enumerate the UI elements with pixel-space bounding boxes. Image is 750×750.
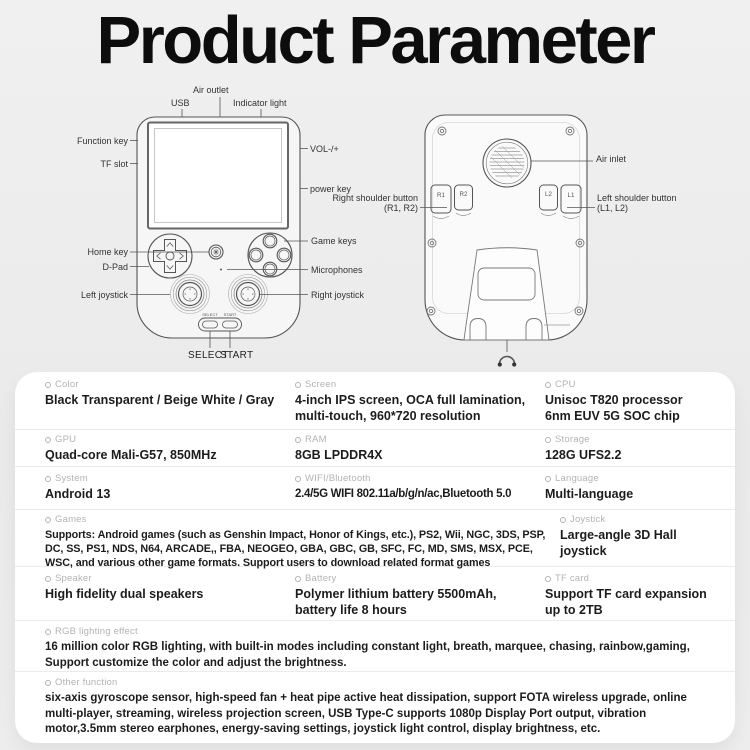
start-small-label: START xyxy=(223,312,237,317)
spec-value: Supports: Android games (such as Genshin Impact, Honor of Kings, etc.), PS2, Wii, NGC, 3DS, PSP, DC, SS, PS1, NDS, N64, ARCADE,, FBA, NEOGEO, GBA, GBC, GB, SFC, FC, MD, SMS, MSX, PCE, WSC, and various other game formats. Support users to download related format games xyxy=(45,529,546,570)
spec-row-games-joystick xyxy=(15,510,735,570)
spec-value: 2.4/5G WIFI 802.11a/b/g/n/ac,Bluetooth 5.0 xyxy=(295,488,512,500)
bullet-circle-icon xyxy=(45,576,51,582)
spec-cell-wifi-bluetooth xyxy=(295,473,545,509)
spec-row-speaker-battery-tfcard xyxy=(15,567,735,621)
spec-value: Support TF card expansion up to 2TB xyxy=(545,587,707,617)
r2-label: R2 xyxy=(459,191,468,198)
spec-row-gpu-ram-storage xyxy=(15,430,735,467)
bullet-circle-icon xyxy=(545,576,551,582)
spec-label: WIFI/Bluetooth xyxy=(295,473,541,484)
spec-cell-system xyxy=(45,473,295,509)
spec-row-system-wifi-language xyxy=(15,467,735,510)
bullet-circle-icon xyxy=(295,382,301,388)
spec-cell-other-function xyxy=(45,677,721,743)
bullet-circle-icon xyxy=(45,629,51,635)
spec-cell-color xyxy=(45,379,295,429)
spec-label: Storage xyxy=(545,434,707,445)
label-usb: USB xyxy=(171,98,190,108)
bullet-circle-icon xyxy=(295,576,301,582)
spec-value: Polymer lithium battery 5500mAh, battery life 8 hours xyxy=(295,587,497,617)
spec-value: six-axis gyroscope sensor, high-speed fan + heat pipe active heat dissipation, support FOTA wireless upgrade, online multi-player, streaming, wireless projection screen, USB Type-C supports 1080p Display Port output, vibration motor,3.5mm stereo earphones, energy-saving settings, joystick light control, display brightness, etc. xyxy=(45,692,687,736)
bullet-circle-icon xyxy=(295,476,301,482)
spec-value: 4-inch IPS screen, OCA full lamination, multi-touch, 960*720 resolution xyxy=(295,393,526,423)
spec-value: 128G UFS2.2 xyxy=(545,448,622,462)
spec-row-color-screen-cpu xyxy=(15,372,735,430)
spec-label: RGB lighting effect xyxy=(45,626,701,637)
spec-label: RAM xyxy=(295,434,531,445)
spec-cell-cpu xyxy=(545,379,721,429)
label-vol: VOL-/+ xyxy=(310,144,339,154)
spec-label: Color xyxy=(45,379,281,390)
label-select: SELECT xyxy=(188,350,229,361)
spec-card xyxy=(15,372,735,743)
device-diagrams xyxy=(0,80,750,375)
spec-value: Quad-core Mali-G57, 850MHz xyxy=(45,448,217,462)
bullet-circle-icon xyxy=(45,382,51,388)
spec-label: Battery xyxy=(295,573,531,584)
l1-label: L1 xyxy=(567,192,575,199)
back-device-diagram xyxy=(420,115,595,367)
label-power-key: power key xyxy=(310,184,352,194)
spec-value: 8GB LPDDR4X xyxy=(295,448,383,462)
spec-cell-tf-card xyxy=(545,573,721,620)
spec-cell-rgb-lighting xyxy=(45,626,721,671)
label-air-outlet: Air outlet xyxy=(193,85,229,95)
bullet-circle-icon xyxy=(45,680,51,686)
label-d-pad: D-Pad xyxy=(102,262,128,272)
r1-label: R1 xyxy=(437,192,445,199)
spec-label: CPU xyxy=(545,379,707,390)
spec-value: Unisoc T820 processor 6nm EUV 5G SOC chip xyxy=(545,393,683,423)
microphone-hole xyxy=(220,269,222,271)
spec-cell-language xyxy=(545,473,721,509)
label-microphones: Microphones xyxy=(311,265,363,275)
bullet-circle-icon xyxy=(545,437,551,443)
label-left-shoulder: Left shoulder button (L1, L2) xyxy=(597,193,677,214)
select-small-label: SELECT xyxy=(202,312,218,317)
front-device-diagram xyxy=(130,97,308,348)
label-game-keys: Game keys xyxy=(311,236,357,246)
spec-value: 16 million color RGB lighting, with built-in modes including constant light, breath, marquee, chasing, rainbow,gaming, Support customize the color and adjust the brightness. xyxy=(45,641,690,669)
page-title: Product Parameter xyxy=(96,3,654,78)
bullet-circle-icon xyxy=(295,437,301,443)
bullet-circle-icon xyxy=(45,437,51,443)
spec-label: Speaker xyxy=(45,573,281,584)
spec-cell-screen xyxy=(295,379,545,429)
bullet-circle-icon xyxy=(45,476,51,482)
spec-value: Android 13 xyxy=(45,487,111,501)
headphone-icon xyxy=(498,340,517,367)
label-function-key: Function key xyxy=(76,136,128,146)
spec-label: Joystick xyxy=(560,514,707,525)
spec-label: GPU xyxy=(45,434,281,445)
label-start: START xyxy=(220,350,254,361)
bullet-circle-icon xyxy=(545,382,551,388)
spec-value: Black Transparent / Beige White / Gray xyxy=(45,393,275,407)
home-button xyxy=(209,245,223,259)
front-screen xyxy=(148,123,288,229)
label-right-joystick: Right joystick xyxy=(311,290,365,300)
label-right-shoulder: Right shoulder button (R1, R2) xyxy=(332,193,418,214)
bullet-circle-icon xyxy=(45,517,51,523)
spec-cell-battery xyxy=(295,573,545,620)
spec-cell-speaker xyxy=(45,573,295,620)
label-left-joystick: Left joystick xyxy=(80,290,128,300)
bullet-circle-icon xyxy=(560,517,566,523)
spec-value: High fidelity dual speakers xyxy=(45,587,204,601)
bullet-circle-icon xyxy=(545,476,551,482)
spec-label: Games xyxy=(45,514,546,525)
spec-label: Language xyxy=(545,473,707,484)
spec-label: Screen xyxy=(295,379,531,390)
spec-label: TF card xyxy=(545,573,707,584)
spec-cell-ram xyxy=(295,434,545,466)
spec-row-rgb-lighting xyxy=(15,621,735,672)
spec-cell-joystick xyxy=(560,514,721,570)
spec-label: System xyxy=(45,473,281,484)
device-line-art xyxy=(0,80,750,375)
spec-cell-games xyxy=(45,514,560,570)
spec-cell-storage xyxy=(545,434,721,466)
spec-value: Large-angle 3D Hall joystick xyxy=(560,528,677,558)
label-air-inlet: Air inlet xyxy=(596,154,627,164)
spec-label: Other function xyxy=(45,677,701,688)
spec-value: Multi-language xyxy=(545,487,634,501)
label-tf-slot: TF slot xyxy=(100,159,128,169)
spec-row-other-function xyxy=(15,672,735,743)
l2-label: L2 xyxy=(545,191,552,198)
spec-cell-gpu xyxy=(45,434,295,466)
label-indicator-light: Indicator light xyxy=(233,98,287,108)
label-home-key: Home key xyxy=(87,247,128,257)
